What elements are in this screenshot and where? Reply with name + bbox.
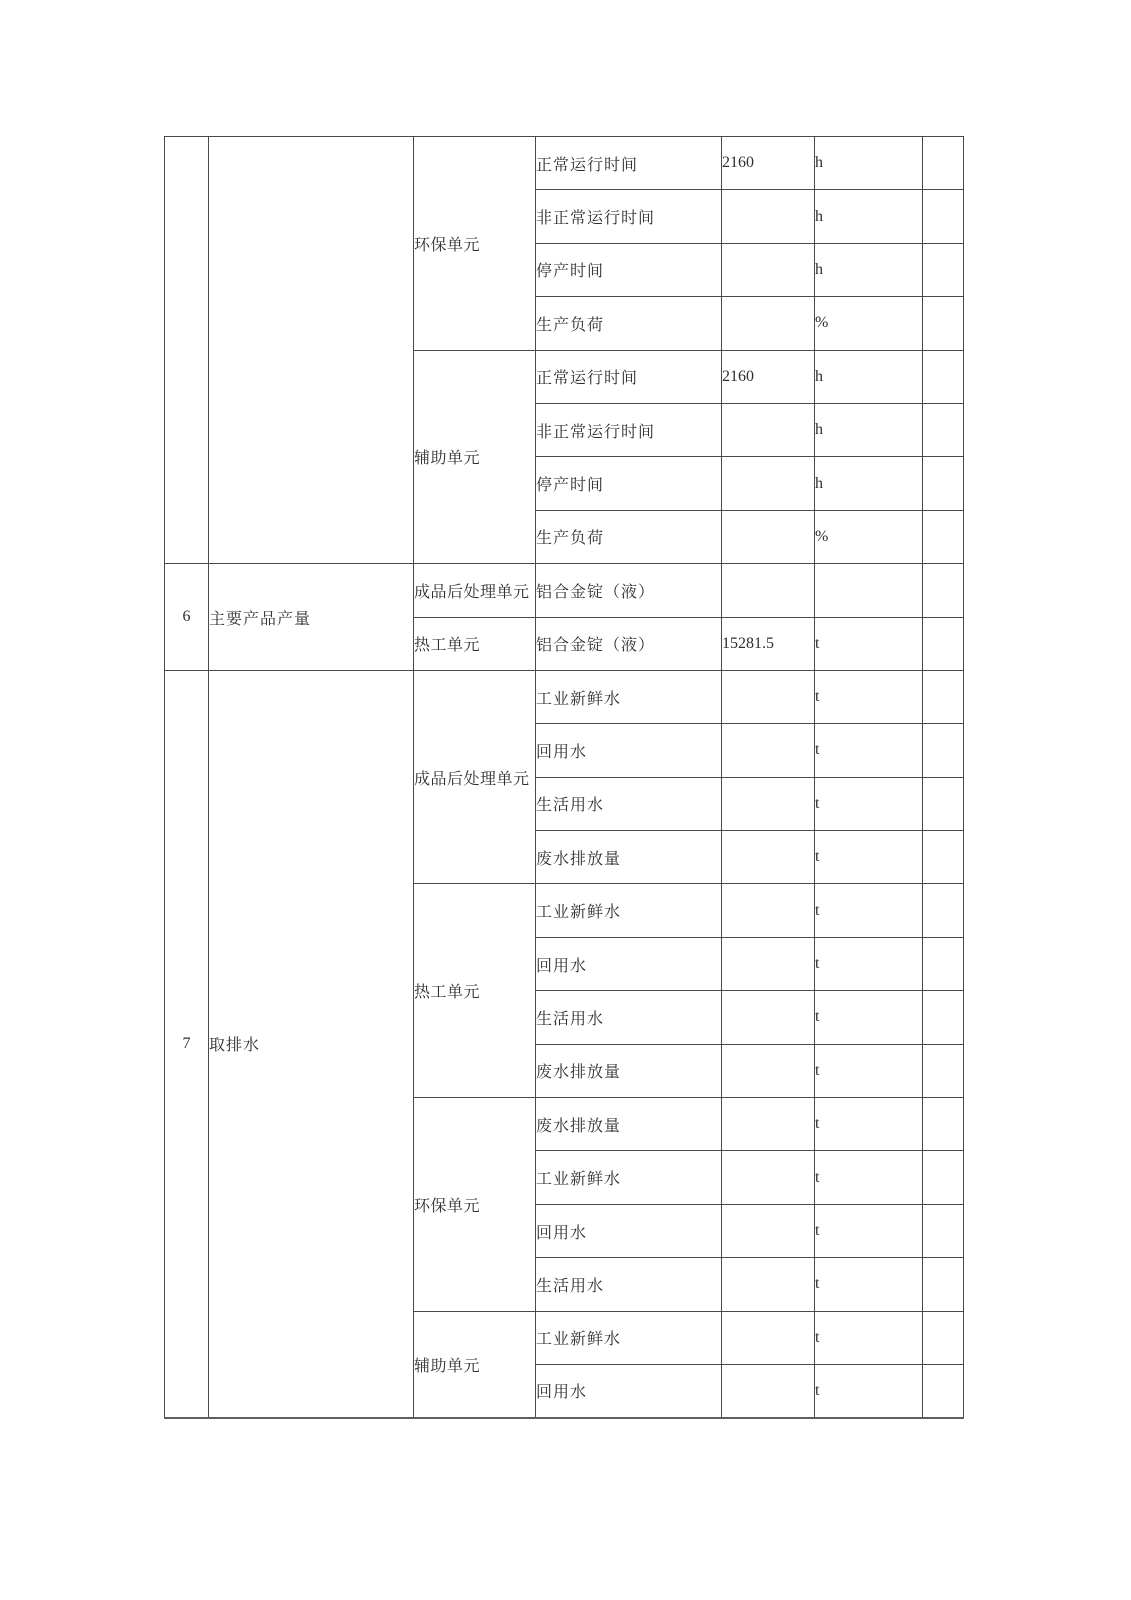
value-cell [722, 1151, 815, 1204]
blank-cell [923, 350, 964, 403]
value-cell [722, 564, 815, 617]
unit-cell: 环保单元 [414, 1098, 536, 1312]
unit-cell: 成品后处理单元 [414, 564, 536, 617]
row-number-cell: 7 [165, 670, 209, 1417]
row-number-cell: 6 [165, 564, 209, 671]
blank-cell [923, 564, 964, 617]
item-cell: 正常运行时间 [536, 137, 722, 190]
unit-symbol-cell: t [815, 937, 923, 990]
item-cell: 回用水 [536, 724, 722, 777]
blank-cell [923, 1044, 964, 1097]
unit-symbol-cell: h [815, 457, 923, 510]
unit-symbol-cell: t [815, 831, 923, 884]
blank-cell [923, 1258, 964, 1311]
value-cell [722, 1258, 815, 1311]
value-cell [722, 510, 815, 563]
table-row [165, 564, 964, 617]
blank-cell [923, 1098, 964, 1151]
blank-cell [923, 884, 964, 937]
unit-symbol-cell: t [815, 1151, 923, 1204]
category-cell: 取排水 [209, 670, 414, 1417]
unit-cell: 辅助单元 [414, 350, 536, 564]
item-cell: 回用水 [536, 1364, 722, 1417]
item-cell: 非正常运行时间 [536, 403, 722, 456]
table-row [165, 137, 964, 190]
value-cell [722, 297, 815, 350]
unit-symbol-cell: t [815, 1364, 923, 1417]
unit-symbol-cell: t [815, 777, 923, 830]
unit-symbol-cell: t [815, 670, 923, 723]
report-table [164, 136, 964, 1419]
value-cell [722, 884, 815, 937]
blank-cell [923, 617, 964, 670]
value-cell [722, 991, 815, 1044]
item-cell: 工业新鲜水 [536, 1311, 722, 1364]
value-cell: 2160 [722, 350, 815, 403]
table-row [165, 670, 964, 723]
value-cell [722, 831, 815, 884]
blank-cell [923, 1364, 964, 1417]
value-cell [722, 1044, 815, 1097]
item-cell: 生产负荷 [536, 297, 722, 350]
blank-cell [923, 190, 964, 243]
blank-cell [923, 1311, 964, 1364]
unit-symbol-cell: % [815, 510, 923, 563]
blank-cell [923, 991, 964, 1044]
unit-symbol-cell: h [815, 403, 923, 456]
value-cell [722, 724, 815, 777]
unit-symbol-cell: h [815, 350, 923, 403]
unit-symbol-cell: t [815, 724, 923, 777]
value-cell [722, 777, 815, 830]
unit-symbol-cell: t [815, 1098, 923, 1151]
blank-cell [923, 937, 964, 990]
item-cell: 废水排放量 [536, 1098, 722, 1151]
item-cell: 生活用水 [536, 777, 722, 830]
blank-cell [923, 777, 964, 830]
category-cell [209, 137, 414, 564]
value-cell [722, 190, 815, 243]
value-cell [722, 937, 815, 990]
item-cell: 生产负荷 [536, 510, 722, 563]
value-cell [722, 1098, 815, 1151]
item-cell: 工业新鲜水 [536, 1151, 722, 1204]
blank-cell [923, 1151, 964, 1204]
item-cell: 工业新鲜水 [536, 884, 722, 937]
item-cell: 废水排放量 [536, 831, 722, 884]
item-cell: 回用水 [536, 937, 722, 990]
blank-cell [923, 137, 964, 190]
unit-cell: 成品后处理单元 [414, 670, 536, 884]
unit-cell: 热工单元 [414, 617, 536, 670]
unit-cell: 辅助单元 [414, 1311, 536, 1418]
unit-symbol-cell [815, 564, 923, 617]
value-cell [722, 1204, 815, 1257]
blank-cell [923, 243, 964, 296]
value-cell [722, 403, 815, 456]
value-cell [722, 243, 815, 296]
item-cell: 生活用水 [536, 1258, 722, 1311]
unit-symbol-cell: t [815, 617, 923, 670]
blank-cell [923, 457, 964, 510]
value-cell: 2160 [722, 137, 815, 190]
value-cell: 15281.5 [722, 617, 815, 670]
value-cell [722, 457, 815, 510]
category-cell: 主要产品产量 [209, 564, 414, 671]
value-cell [722, 1311, 815, 1364]
item-cell: 停产时间 [536, 457, 722, 510]
item-cell: 铝合金锭（液） [536, 617, 722, 670]
blank-cell [923, 724, 964, 777]
item-cell: 废水排放量 [536, 1044, 722, 1097]
blank-cell [923, 670, 964, 723]
blank-cell [923, 510, 964, 563]
unit-symbol-cell: t [815, 1258, 923, 1311]
unit-symbol-cell: t [815, 1044, 923, 1097]
unit-cell: 热工单元 [414, 884, 536, 1098]
value-cell [722, 1364, 815, 1417]
item-cell: 生活用水 [536, 991, 722, 1044]
unit-symbol-cell: h [815, 243, 923, 296]
blank-cell [923, 1204, 964, 1257]
value-cell [722, 670, 815, 723]
blank-cell [923, 403, 964, 456]
row-number-cell [165, 137, 209, 564]
unit-symbol-cell: % [815, 297, 923, 350]
unit-symbol-cell: t [815, 991, 923, 1044]
item-cell: 工业新鲜水 [536, 670, 722, 723]
blank-cell [923, 831, 964, 884]
blank-cell [923, 297, 964, 350]
unit-symbol-cell: t [815, 1311, 923, 1364]
item-cell: 铝合金锭（液） [536, 564, 722, 617]
unit-symbol-cell: t [815, 1204, 923, 1257]
item-cell: 停产时间 [536, 243, 722, 296]
unit-cell: 环保单元 [414, 137, 536, 351]
unit-symbol-cell: t [815, 884, 923, 937]
unit-symbol-cell: h [815, 137, 923, 190]
unit-symbol-cell: h [815, 190, 923, 243]
item-cell: 回用水 [536, 1204, 722, 1257]
item-cell: 正常运行时间 [536, 350, 722, 403]
item-cell: 非正常运行时间 [536, 190, 722, 243]
